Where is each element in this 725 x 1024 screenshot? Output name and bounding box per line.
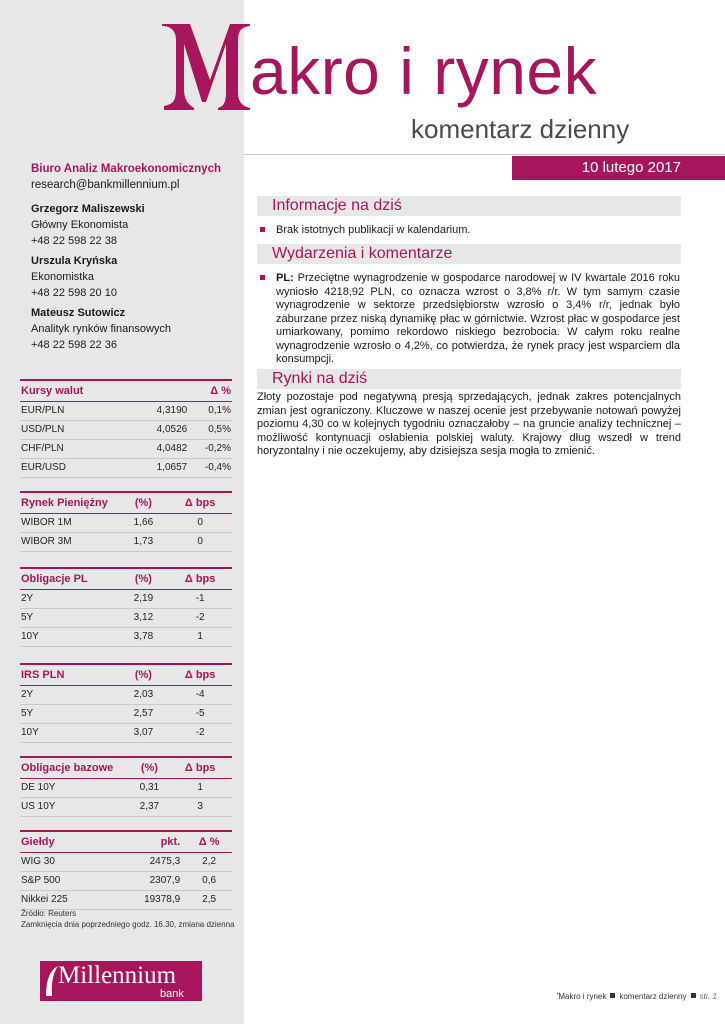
header-value: pkt. bbox=[160, 836, 181, 848]
row-change: -0,2% bbox=[204, 443, 231, 454]
table-row bbox=[20, 853, 232, 872]
core-bonds-table bbox=[20, 756, 232, 817]
row-value: 3,07 bbox=[133, 727, 154, 738]
header-label: IRS PLN bbox=[21, 669, 65, 681]
row-label: 2Y bbox=[21, 689, 34, 700]
row-change: 0,6 bbox=[202, 875, 217, 886]
header-change: Δ bps bbox=[184, 669, 216, 681]
publication-subtitle: komentarz dzienny bbox=[411, 114, 630, 144]
row-value: 4,3190 bbox=[156, 405, 188, 416]
row-value: 3,12 bbox=[133, 612, 154, 623]
source-note: Źródło: Reuters bbox=[21, 909, 77, 918]
row-value: 4,0526 bbox=[156, 424, 188, 435]
row-label: EUR/USD bbox=[21, 462, 67, 473]
person-phone: +48 22 598 22 36 bbox=[31, 339, 117, 351]
row-change: 3 bbox=[197, 801, 203, 812]
header-label: Rynek Pieniężny bbox=[21, 497, 108, 509]
header-change: Δ bps bbox=[184, 762, 216, 774]
row-value: 2,57 bbox=[133, 708, 154, 719]
row-label: 5Y bbox=[21, 612, 34, 623]
table-row bbox=[20, 590, 232, 609]
person-name: Urszula Kryńska bbox=[31, 255, 118, 267]
stock-markets-table bbox=[20, 830, 232, 910]
header-value: (%) bbox=[134, 669, 152, 681]
row-label: 10Y bbox=[21, 727, 39, 738]
table-row bbox=[20, 514, 232, 533]
person-phone: +48 22 598 20 10 bbox=[31, 287, 117, 299]
publication-date: 10 lutego 2017 bbox=[512, 156, 725, 180]
row-change: 2,5 bbox=[202, 894, 217, 905]
row-label: US 10Y bbox=[21, 801, 56, 812]
row-value: 2,37 bbox=[139, 801, 160, 812]
header-label: Obligacje PL bbox=[21, 573, 88, 585]
title-m-logo bbox=[160, 22, 252, 114]
row-value: 4,0482 bbox=[156, 443, 188, 454]
table-row bbox=[20, 421, 232, 440]
events-paragraph bbox=[276, 272, 680, 367]
header-change: Δ % bbox=[198, 836, 220, 848]
section-events-title: Wydarzenia i komentarze bbox=[257, 244, 681, 264]
row-label: 10Y bbox=[21, 631, 39, 642]
footer-title: 'Makro i rynek bbox=[556, 992, 607, 1001]
events-label: PL: bbox=[276, 272, 294, 284]
row-value: 1,73 bbox=[133, 536, 154, 547]
closing-note: Zamknięcia dnia poprzedniego godz. 16.30, zmiana dzienna bbox=[21, 920, 235, 929]
section-markets-title: Rynki na dziś bbox=[257, 369, 681, 389]
bullet-square-icon bbox=[260, 275, 265, 280]
header-change: Δ bps bbox=[184, 573, 216, 585]
row-change: 0,5% bbox=[208, 424, 231, 435]
row-label: WIG 30 bbox=[21, 856, 55, 867]
table-header bbox=[20, 379, 232, 402]
header-value bbox=[132, 381, 187, 401]
row-change: -4 bbox=[195, 689, 205, 700]
footer-square-icon bbox=[691, 993, 696, 998]
table-header bbox=[20, 491, 232, 514]
footer-square-icon bbox=[610, 993, 615, 998]
footer-subtitle: komentarz dzienny bbox=[619, 992, 687, 1001]
row-label: 5Y bbox=[21, 708, 34, 719]
table-row bbox=[20, 724, 232, 743]
table-row bbox=[20, 459, 232, 478]
masthead-divider bbox=[244, 154, 725, 155]
irs-pln-table bbox=[20, 663, 232, 743]
fx-table bbox=[20, 379, 232, 478]
row-label: 2Y bbox=[21, 593, 34, 604]
table-header bbox=[20, 663, 232, 686]
row-label: S&P 500 bbox=[21, 875, 61, 886]
info-bullet bbox=[260, 224, 680, 238]
person-entry bbox=[31, 201, 241, 249]
table-header bbox=[20, 756, 232, 779]
table-row bbox=[20, 609, 232, 628]
person-name: Grzegorz Maliszewski bbox=[31, 203, 145, 215]
row-change: 1 bbox=[197, 782, 203, 793]
row-value: 19378,9 bbox=[144, 894, 181, 905]
header-value: (%) bbox=[134, 573, 152, 585]
row-label: USD/PLN bbox=[21, 424, 65, 435]
header-label: Kursy walut bbox=[21, 385, 84, 397]
header-change: Δ % bbox=[210, 385, 231, 397]
table-row bbox=[20, 872, 232, 891]
logo-wordmark: Millennium bbox=[58, 962, 177, 989]
row-value: 3,78 bbox=[133, 631, 154, 642]
table-row bbox=[20, 628, 232, 647]
table-row bbox=[20, 686, 232, 705]
row-value: 1,66 bbox=[133, 517, 154, 528]
money-market-table bbox=[20, 491, 232, 552]
row-value: 1,0657 bbox=[156, 462, 188, 473]
header-label: Obligacje bazowe bbox=[21, 762, 114, 774]
person-role: Ekonomistka bbox=[31, 271, 94, 283]
row-change: -0,4% bbox=[204, 462, 231, 473]
markets-text: Złoty pozostaje pod negatywną presją sprzedających, jednak zakres potencjalnych zmian jest ograniczony. Kluczowe w naszej ocenie jest przebywanie notowań powyżej poziomu 4,30 co w kolejnych tygodniu oznaczałoby – na gruncie analizy technicznej – możliwość kontynuacji osłabienia polskiej waluty. Krajowy dług wszedł w trend horyzontalny i nie oczekujemy, aby dzisiejsza sesja mogła to zmienić. bbox=[257, 391, 681, 457]
department-name: Biuro Analiz Makroekonomicznych bbox=[31, 163, 221, 175]
header-value: (%) bbox=[140, 762, 158, 774]
row-change: 2,2 bbox=[202, 856, 217, 867]
masthead bbox=[0, 0, 725, 155]
footer-page-number: str. 1 bbox=[699, 992, 717, 1001]
table-header bbox=[20, 567, 232, 590]
row-change: -5 bbox=[195, 708, 205, 719]
section-info-title: Informacje na dziś bbox=[257, 196, 681, 216]
events-text: Przeciętne wynagrodzenie w gospodarce narodowej w IV kwartale 2016 roku wyniosło 4218,92 PLN, co oznacza wzrost o 3,8% r/r. W tym samym czasie wynagrodzenie w sektorze przedsiębiorstw wzrosło o 3,4% r/r, jednak było zaburzane przez niską dynamikę płac w górnictwie. Wzrost płac w gospodarce jest umiarkowany, pomimo rekordowo niskiego bezrobocia. W całym roku realne wynagrodzenie wzrosło o 4,2%, co potwierdza, że rynek pracy jest wsparciem dla konsumpcji. bbox=[276, 272, 680, 365]
table-notes bbox=[21, 908, 234, 930]
row-value: 2475,3 bbox=[149, 856, 181, 867]
row-value: 2307,9 bbox=[149, 875, 181, 886]
row-label: EUR/PLN bbox=[21, 405, 65, 416]
row-change: -2 bbox=[195, 612, 205, 623]
person-role: Analityk rynków finansowych bbox=[31, 323, 172, 335]
person-phone: +48 22 598 22 38 bbox=[31, 235, 117, 247]
row-value: 2,19 bbox=[133, 593, 154, 604]
bullet-square-icon bbox=[260, 227, 265, 232]
table-row bbox=[20, 440, 232, 459]
page-footer bbox=[557, 992, 717, 1001]
table-row bbox=[20, 779, 232, 798]
person-role: Główny Ekonomista bbox=[31, 219, 129, 231]
table-row bbox=[20, 533, 232, 552]
row-label: WIBOR 3M bbox=[21, 536, 72, 547]
row-change: 0,1% bbox=[208, 405, 231, 416]
row-label: Nikkei 225 bbox=[21, 894, 68, 905]
row-label: CHF/PLN bbox=[21, 443, 64, 454]
row-change: 0 bbox=[197, 517, 203, 528]
table-row bbox=[20, 705, 232, 724]
row-change: -1 bbox=[195, 593, 205, 604]
table-row bbox=[20, 798, 232, 817]
row-value: 2,03 bbox=[133, 689, 154, 700]
row-change: -2 bbox=[195, 727, 205, 738]
row-label: WIBOR 1M bbox=[21, 517, 72, 528]
table-header bbox=[20, 830, 232, 853]
bonds-pl-table bbox=[20, 567, 232, 647]
contact-email[interactable]: research@bankmillennium.pl bbox=[31, 179, 180, 191]
events-bullet bbox=[260, 272, 680, 367]
row-value: 0,31 bbox=[139, 782, 160, 793]
contact-block bbox=[31, 161, 241, 353]
logo-subtext: bank bbox=[160, 988, 184, 1000]
row-change: 1 bbox=[197, 631, 203, 642]
person-entry bbox=[31, 253, 241, 301]
publication-title: akro i rynek bbox=[250, 34, 598, 108]
person-name: Mateusz Sutowicz bbox=[31, 307, 126, 319]
person-entry bbox=[31, 305, 241, 353]
info-text: Brak istotnych publikacji w kalendarium. bbox=[276, 224, 471, 236]
header-label: Giełdy bbox=[21, 836, 55, 848]
table-row bbox=[20, 402, 232, 421]
header-value: (%) bbox=[134, 497, 152, 509]
header-change: Δ bps bbox=[184, 497, 216, 509]
row-change: 0 bbox=[197, 536, 203, 547]
row-label: DE 10Y bbox=[21, 782, 56, 793]
